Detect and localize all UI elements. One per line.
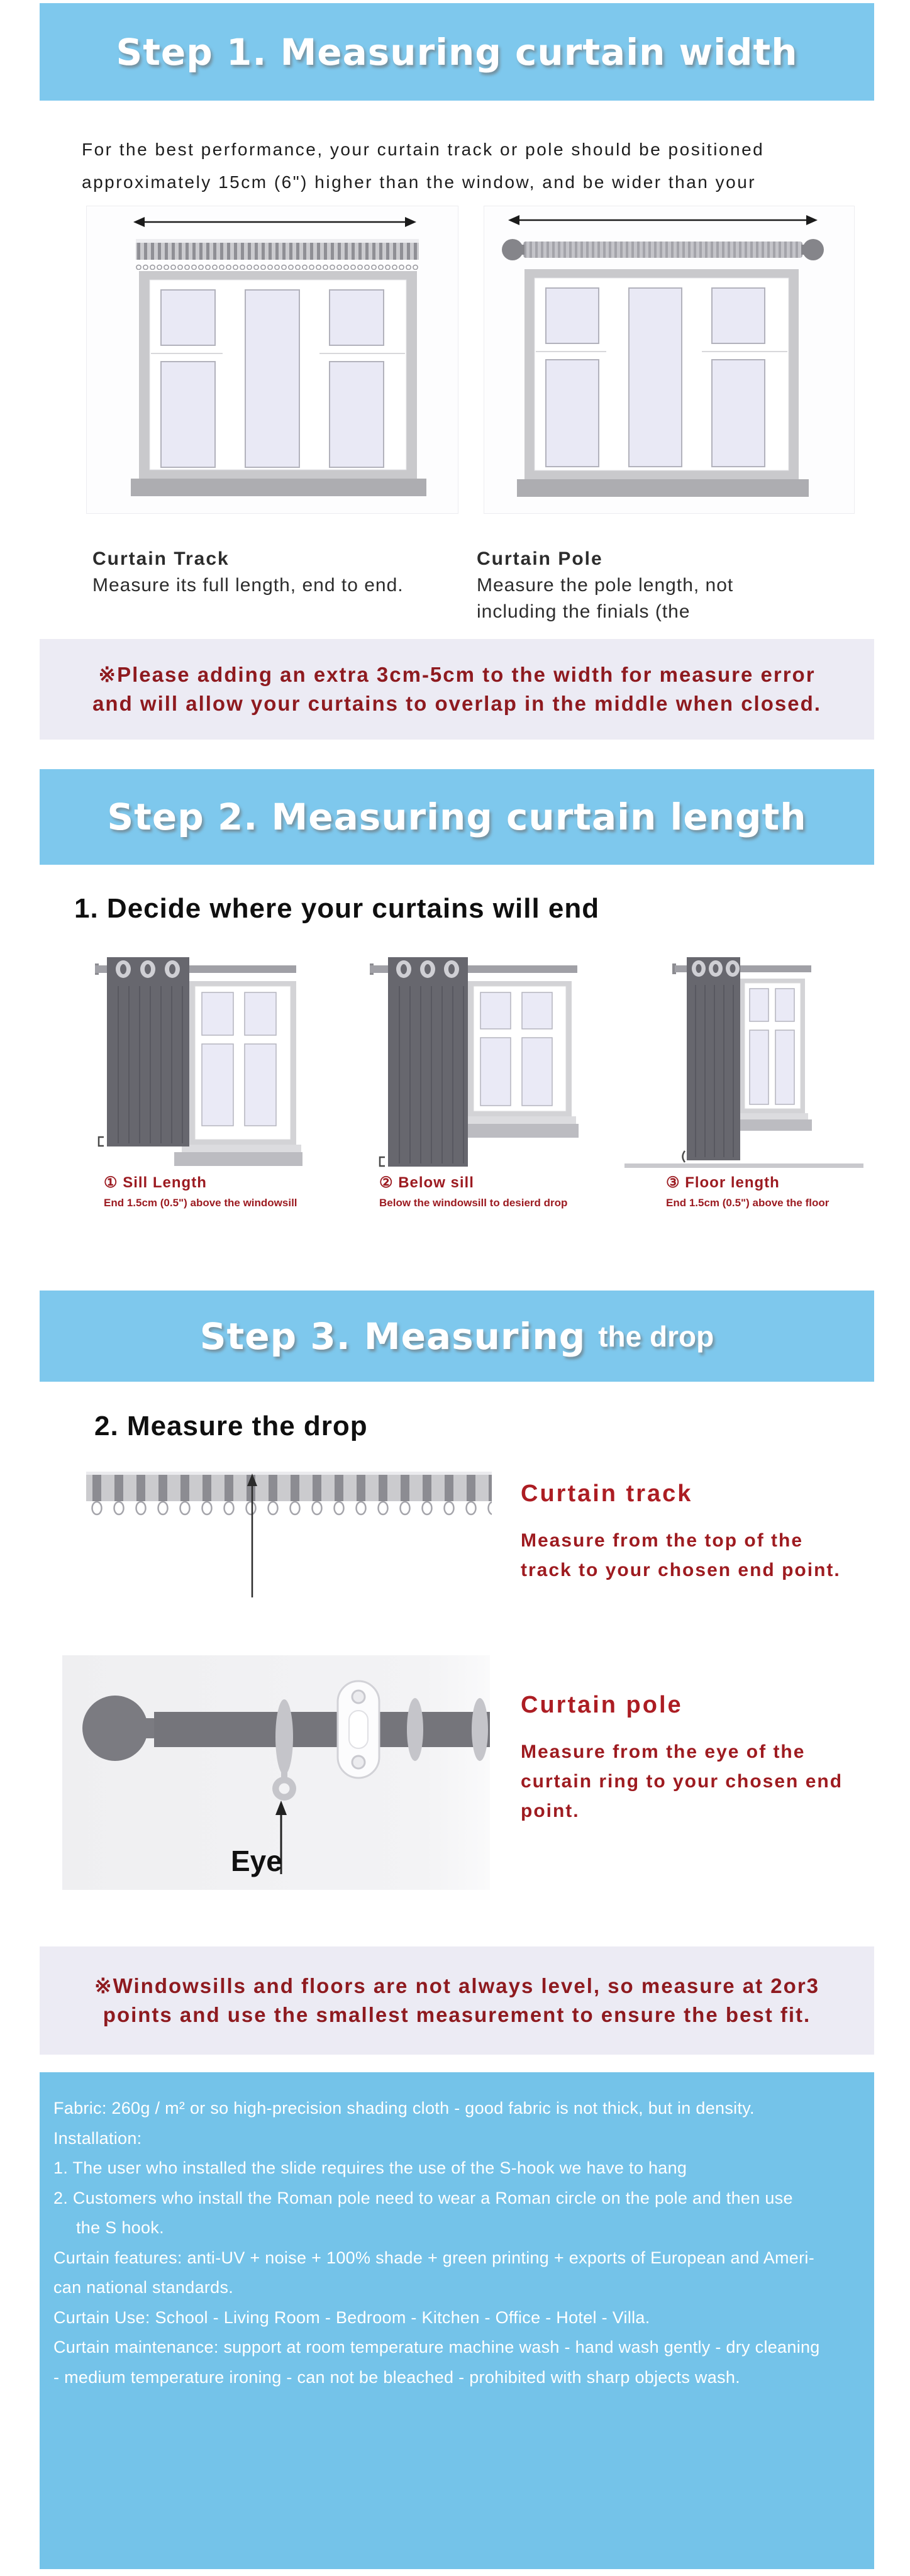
info-installation: Installation: bbox=[53, 2128, 142, 2148]
floor-length-diagram bbox=[624, 956, 863, 1170]
step2-heading: 1. Decide where your curtains will end bbox=[74, 893, 600, 924]
step3-banner-title: Step 3. Measuring bbox=[199, 1314, 586, 1358]
option3-desc: End 1.5cm (0.5") above the floor bbox=[666, 1197, 830, 1209]
eye-label: Eye bbox=[231, 1845, 282, 1877]
option2-num: ② bbox=[379, 1174, 394, 1191]
sill-length-figure bbox=[95, 956, 302, 1209]
info-install-1: 1. The user who installed the slide requires the use of the S-hook we have to hang bbox=[53, 2158, 687, 2177]
measure-bracket-icon bbox=[380, 1157, 385, 1166]
pole-drop-text bbox=[521, 1689, 885, 1826]
finial-left-icon bbox=[502, 239, 523, 260]
option1-desc: End 1.5cm (0.5") above the windowsill bbox=[104, 1197, 297, 1209]
track-drop-desc2: track to your chosen end point. bbox=[521, 1560, 841, 1580]
pole-drop-desc2: curtain ring to your chosen end bbox=[521, 1771, 843, 1792]
arrow-right-icon bbox=[405, 217, 416, 227]
step1-banner bbox=[40, 3, 874, 101]
finial-icon bbox=[82, 1696, 148, 1761]
info-install-2: 2. Customers who install the Roman pole need to wear a Roman circle on the pole and then use bbox=[53, 2188, 793, 2207]
track-caption bbox=[92, 546, 482, 599]
info-features: Curtain features: anti-UV + noise + 100% shade + green printing + exports of European and Ameri- bbox=[53, 2248, 815, 2267]
level-notice-line2: points and use the smallest measurement to ensure the best fit. bbox=[103, 2003, 811, 2026]
arrow-right-icon bbox=[806, 215, 818, 225]
track-drop-title: Curtain track bbox=[521, 1480, 693, 1507]
pole-caption-title: Curtain Pole bbox=[477, 548, 603, 569]
info-fabric: Fabric: 260g / m² or so high-precision shading cloth - good fabric is not thick, but in density. bbox=[53, 2099, 755, 2118]
below-sill-caption bbox=[370, 1174, 584, 1209]
curtain-ring-icon bbox=[407, 1698, 423, 1761]
step2-banner bbox=[40, 769, 874, 865]
below-sill-figure bbox=[370, 956, 584, 1209]
pole-drop-figure bbox=[62, 1655, 490, 1890]
sill-length-diagram bbox=[95, 956, 302, 1170]
step2-banner-title: Step 2. Measuring curtain length bbox=[107, 796, 807, 838]
pole-caption-desc1: Measure the pole length, not bbox=[477, 575, 734, 596]
track-drop-figure bbox=[86, 1468, 492, 1605]
pole-drop-title: Curtain pole bbox=[521, 1692, 683, 1718]
option2-desc: Below the windowsill to desierd drop bbox=[379, 1197, 568, 1209]
pole-caption-desc2: including the finials (the bbox=[477, 601, 691, 622]
floor-length-caption bbox=[624, 1174, 863, 1209]
info-features-b: can national standards. bbox=[53, 2278, 234, 2297]
curtain-track-window-diagram bbox=[87, 206, 458, 513]
pole-drop-desc3: point. bbox=[521, 1801, 580, 1821]
pole-caption bbox=[477, 546, 867, 625]
measure-bracket-icon bbox=[683, 1151, 685, 1162]
option2-title: Below sill bbox=[398, 1174, 474, 1191]
intro-paragraph bbox=[82, 133, 874, 199]
track-drop-text bbox=[521, 1478, 885, 1585]
curtain-ring-icon bbox=[472, 1698, 488, 1761]
step3-heading: 2. Measure the drop bbox=[94, 1411, 368, 1441]
width-notice-line2: and will allow your curtains to overlap in the middle when closed. bbox=[92, 692, 821, 715]
step3-banner bbox=[40, 1291, 874, 1382]
below-sill-diagram bbox=[370, 956, 584, 1170]
info-install-2b: the S hook. bbox=[76, 2218, 164, 2237]
pole-drop-desc1: Measure from the eye of the bbox=[521, 1741, 806, 1762]
arrow-left-icon bbox=[133, 217, 145, 227]
intro-line1: For the best performance, your curtain track or pole should be positioned bbox=[82, 140, 765, 159]
curtain-ring-icon bbox=[275, 1699, 293, 1775]
arrow-left-icon bbox=[508, 215, 519, 225]
track-caption-desc: Measure its full length, end to end. bbox=[92, 575, 404, 596]
option1-title: Sill Length bbox=[123, 1174, 207, 1191]
level-notice-line1: ※Windowsills and floors are not always level, so measure at 2or3 bbox=[94, 1974, 820, 1997]
width-notice-box bbox=[40, 639, 874, 740]
floor-length-figure bbox=[624, 956, 863, 1209]
curtain-pole-window-diagram bbox=[484, 206, 854, 513]
option3-num: ③ bbox=[666, 1174, 680, 1191]
track-caption-title: Curtain Track bbox=[92, 548, 230, 569]
curtain-track-panel bbox=[86, 206, 458, 514]
info-use: Curtain Use: School - Living Room - Bedroom - Kitchen - Office - Hotel - Villa. bbox=[53, 2307, 650, 2327]
sill-length-caption bbox=[95, 1174, 302, 1209]
product-info-block bbox=[40, 2072, 874, 2569]
curtain-pole-panel bbox=[484, 206, 855, 514]
width-notice-line1: ※Please adding an extra 3cm-5cm to the width for measure error bbox=[98, 663, 816, 686]
track-drop-diagram bbox=[86, 1468, 492, 1602]
option3-title: Floor length bbox=[685, 1174, 780, 1191]
intro-line2: approximately 15cm (6") higher than the window, and be wider than your bbox=[82, 172, 757, 192]
option1-num: ① bbox=[104, 1174, 118, 1191]
info-maintenance-b: - medium temperature ironing - can not be bleached - prohibited with sharp objects wash. bbox=[53, 2367, 740, 2387]
info-maintenance: Curtain maintenance: support at room temperature machine wash - hand wash gently - dry cleaning bbox=[53, 2338, 820, 2357]
level-notice-box bbox=[40, 1946, 874, 2055]
step1-banner-title: Step 1. Measuring curtain width bbox=[116, 30, 798, 74]
step3-banner-subtitle: the drop bbox=[598, 1319, 714, 1353]
track-drop-desc1: Measure from the top of the bbox=[521, 1530, 804, 1551]
measure-bracket-icon bbox=[99, 1137, 104, 1146]
finial-right-icon bbox=[802, 239, 824, 260]
